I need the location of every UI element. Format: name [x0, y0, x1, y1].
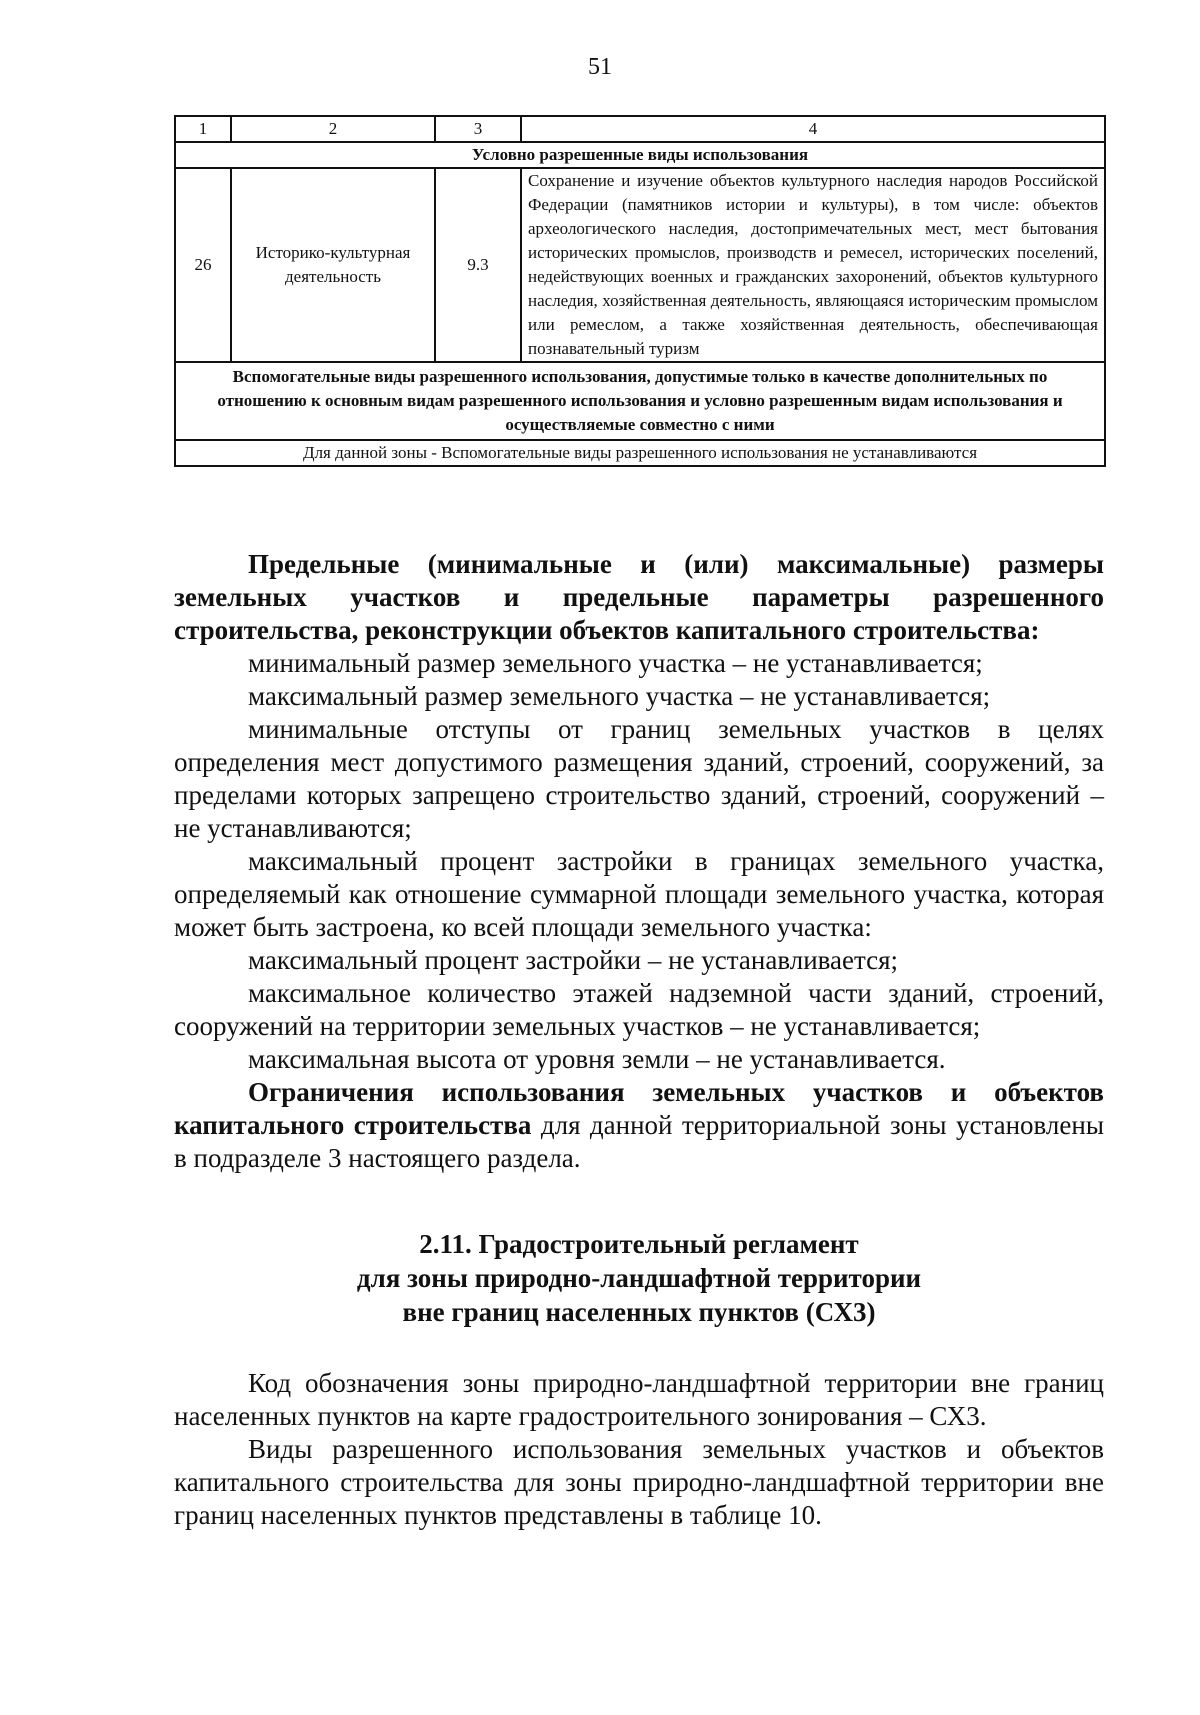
note-row: [175, 440, 1105, 466]
limits-coverage: максимальный процент застройки – не устанавливается;: [248, 945, 899, 975]
table-header-row: [175, 116, 1105, 142]
section-row-conditional: [175, 142, 1105, 168]
restrictions-rest: для данной территориальной зоны установлены в подразделе 3 настоящего раздела.: [174, 1110, 1104, 1173]
auxiliary-note: Для данной зоны - Вспомогательные виды разрешенного использования не устанавливаются: [175, 440, 1105, 466]
limits-min-size: минимальный размер земельного участка – не устанавливается;: [248, 648, 983, 678]
limits-coverage-definition: максимальный процент застройки в границах земельного участка, определяемый как отношение суммарной площади земельного участка, которая может быть застроена, ко всей площади земельного участка:: [174, 846, 1104, 942]
header-cell-2: 2: [231, 116, 435, 142]
zone-code-block: [174, 1367, 1104, 1532]
limits-height: максимальная высота от уровня земли – не устанавливается.: [248, 1044, 946, 1074]
table-row: [175, 168, 1105, 362]
page-number: 51: [588, 54, 612, 80]
section-heading-line-2: для зоны природно-ландшафтной территории: [356, 1263, 922, 1293]
section-heading: [174, 1227, 1104, 1329]
limits-title: Предельные (минимальные и (или) максимальные) размеры земельных участков и предельные параметры разрешенного строительства, реконструкции объектов капитального строительства:: [174, 549, 1104, 645]
section-auxiliary-title: Вспомогательные виды разрешенного использования, допустимые только в качестве дополнительных по отношению к основным видам разрешенного использования и условно разрешенным видам использования и осуществляемые совместно с ними: [175, 362, 1105, 440]
restrictions-paragraph: [174, 1076, 1104, 1175]
section-heading-line-3: вне границ населенных пунктов (СХ3): [402, 1297, 876, 1327]
restrictions-bold: Ограничения использования земельных участков и объектов капитального строительства: [174, 1077, 1104, 1140]
regulations-table: [174, 115, 1106, 467]
row-use-code: 9.3: [435, 168, 521, 362]
row-use-name: Историко-культурная деятельность: [231, 168, 435, 362]
limits-setbacks: минимальные отступы от границ земельных участков в целях определения мест допустимого размещения зданий, строений, сооружений, за пределами которых запрещено строительство зданий, строений, сооружений – не устанавливаются;: [174, 714, 1104, 843]
row-use-description: Сохранение и изучение объектов культурного наследия народов Российской Федерации (памятников истории и культуры), в том числе: объектов археологического наследия, достопримечательных мест, мест бытования исторических промыслов, производств и ремесел, исторических поселений, недействующих военных и гражданских захоронений, объектов культурного наследия, хозяйственная деятельность, являющаяся историческим промыслом или ремеслом, а также хозяйственная деятельность, обеспечивающая познавательный туризм: [521, 168, 1105, 362]
header-cell-4: 4: [521, 116, 1105, 142]
zone-code-paragraph: Код обозначения зоны природно-ландшафтной территории вне границ населенных пунктов на карте градостроительного зонирования – СХ3.: [174, 1368, 1104, 1431]
header-cell-1: 1: [175, 116, 231, 142]
section-conditional-title: Условно разрешенные виды использования: [175, 142, 1105, 168]
use-types-paragraph: Виды разрешенного использования земельных участков и объектов капитального строительства для зоны природно-ландшафтной территории вне границ населенных пунктов представлены в таблице 10.: [174, 1434, 1104, 1530]
limits-floors: максимальное количество этажей надземной части зданий, строений, сооружений на территории земельных участков – не устанавливается;: [174, 978, 1104, 1041]
limits-max-size: максимальный размер земельного участка – не устанавливается;: [248, 681, 991, 711]
row-number: 26: [175, 168, 231, 362]
limits-block: [174, 548, 1104, 1175]
section-heading-line-1: 2.11. Градостроительный регламент: [419, 1229, 859, 1259]
section-row-auxiliary: [175, 362, 1105, 440]
header-cell-3: 3: [435, 116, 521, 142]
